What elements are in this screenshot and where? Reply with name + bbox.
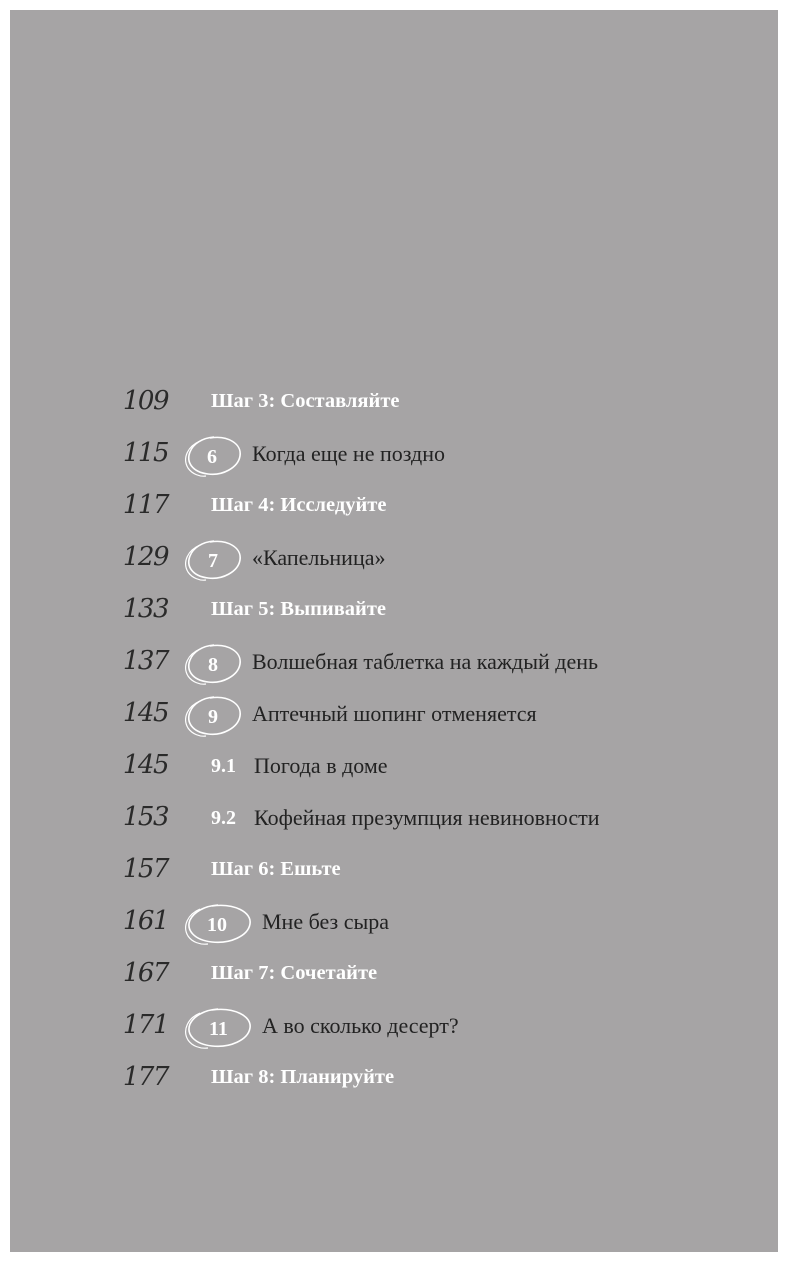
toc-entry-step-4[interactable] [10,484,778,536]
chapter-title: Волшебная таблетка на каждый день [252,649,599,674]
chapter-number-circle [180,536,250,584]
page-number: 157 [122,854,168,884]
page-number: 115 [122,438,168,468]
toc-entry-chapter-8[interactable] [10,640,778,692]
toc-entry-chapter-9[interactable] [10,692,778,744]
chapter-number-circle [180,900,260,948]
chapter-number-circle [180,1004,260,1052]
chapter-title: Мне без сыра [262,909,390,934]
book-page [10,10,778,1252]
chapter-title: А во сколько десерт? [262,1013,459,1038]
toc-entry-chapter-11[interactable] [10,1004,778,1056]
toc-entry-step-5[interactable] [10,588,778,640]
page-number: 145 [122,750,168,780]
toc-entry-section-9-1[interactable] [10,744,778,796]
toc-entry-chapter-6[interactable] [10,432,778,484]
chapter-number: 7 [208,550,218,572]
toc-entry-step-7[interactable] [10,952,778,1004]
step-label: Шаг 5: Выпивайте [211,598,387,620]
chapter-number: 9 [208,706,218,728]
section-number: 9.2 [211,807,236,829]
toc-entry-chapter-10[interactable] [10,900,778,952]
toc-entry-step-8[interactable] [10,1056,778,1108]
page-number: 177 [122,1062,168,1092]
toc-entry-section-9-2[interactable] [10,796,778,848]
page-number: 153 [122,802,168,832]
chapter-number: 11 [209,1018,228,1040]
chapter-number: 8 [208,654,218,676]
page-number: 161 [122,906,168,936]
toc-entry-step-3[interactable] [10,380,778,432]
chapter-title: «Капельница» [252,545,386,570]
step-label: Шаг 3: Составляйте [211,390,400,412]
step-label: Шаг 4: Исследуйте [211,494,387,516]
page-number: 117 [122,490,168,520]
page-number: 137 [122,646,168,676]
section-number: 9.1 [211,755,236,777]
step-label: Шаг 6: Ешьте [211,858,341,880]
chapter-number: 6 [207,446,217,468]
chapter-number-circle [180,432,250,480]
chapter-title: Аптечный шопинг отменяется [252,701,537,726]
chapter-title: Когда еще не поздно [252,441,446,466]
page-number: 145 [122,698,168,728]
section-title: Кофейная презумпция невиновности [254,805,600,830]
chapter-number-circle [180,640,250,688]
chapter-number-circle [180,692,250,740]
page-number: 109 [122,386,168,416]
toc-entry-step-6[interactable] [10,848,778,900]
section-title: Погода в доме [254,753,388,778]
step-label: Шаг 8: Планируйте [211,1066,395,1088]
toc-entry-chapter-7[interactable] [10,536,778,588]
page-number: 171 [122,1010,168,1040]
page-number: 129 [122,542,168,572]
page-number: 167 [122,958,168,988]
chapter-number: 10 [207,914,227,936]
step-label: Шаг 7: Сочетайте [211,962,378,984]
page-number: 133 [122,594,168,624]
